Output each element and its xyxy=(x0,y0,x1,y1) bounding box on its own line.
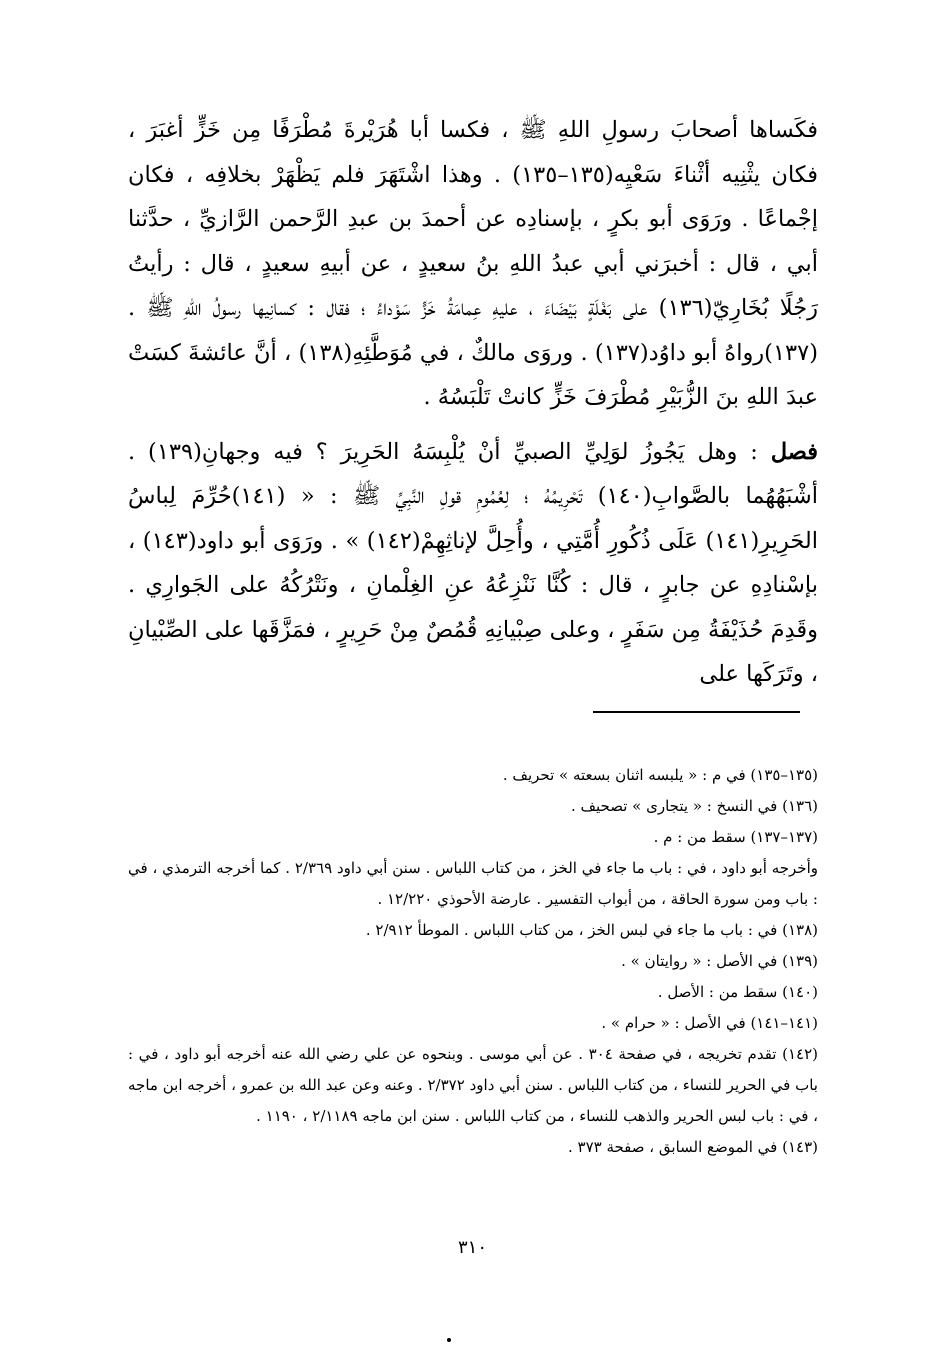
footnote-137: (١٣٧–١٣٧) سقط من : م . xyxy=(653,828,818,846)
footnote-135: (١٣٥–١٣٥) في م : « يلبسه اثنان بسعته » تحريف . xyxy=(502,766,818,784)
footnote-139: (١٣٩) في الأصل : « روايتان » . xyxy=(621,952,818,970)
main-paragraph-2-text: : وهل يَجُوزُ لوَلِيِّ الصبيِّ أنْ يُلْبِسَهُ الحَرِيرَ ؟ فيه وجهانِ(١٣٩) . أشْبَهُهُما بالصَّوابِ(١٤٠) تَحْرِيمُهُ ؛ لِعُمُومِ قولِ النَّبِيِّ ﷺ : « (١٤١)حُرِّمَ لِباسُ الحَرِيرِ(١٤١) عَلَى ذُكُورِ أُمَّتِي ، وأُحِلَّ لإناثِهِمْ(١٤٢) » . ورَوَى أبو داود(١٤٣) ، بإسْنادِهِ عن جابرٍ ، قال : كُنَّا نَنْزِعُهُ عنِ الغِلْمانِ ، ونَتْرُكُهُ على الجَوارِي . وقَدِمَ حُذَيْفَةُ مِن سَفَرٍ ، وعلى صِبْيانِهِ قُمُصٌ مِنْ حَرِيرٍ ، فمَزَّقَها على الصِّبْيانِ ، وتَرَكَها على xyxy=(128,438,818,687)
main-text-block xyxy=(128,108,818,697)
footnotes-block xyxy=(128,760,818,1163)
footnote-141: (١٤١–١٤١) في الأصل : « حرام » . xyxy=(601,1014,818,1032)
section-heading-fasl: فصل xyxy=(770,438,818,465)
footnote-140: (١٤٠) سقط من : الأصل . xyxy=(657,983,818,1001)
page-number: ٣١٠ xyxy=(457,1237,487,1258)
main-paragraph-1: فكَساها أصحابَ رسولِ اللهِ ﷺ ، فكسا أبا هُرَيْرةَ مُطْرَفًا مِن خَزٍّ أغبَرَ ، فكان يثْنِيه أثْناءَ سَعْيِه‏(١٣٥–١٣٥) . وهذا اشْتَهَرَ فلم يَظْهَرْ بخلافِه ، فكان إجْماعًا . ورَوَى أبو بكرٍ ، بإسنادِه عن أحمدَ بن عبدِ الرَّحمن الرَّازيِّ ، حدَّثنا أبي ، قال : أخبرَني أبي عبدُ اللهِ بنُ سعيدٍ ، عن أبيهِ سعيدٍ ، قال : رأيتُ رَجُلًا بُخَارِيّ‏(١٣٦) على بَغْلَةٍ بَيْضَاءَ ، عليهِ عِمامَةُ خَزٍّ سَوْداءُ ؛ فقال : كسانِيها رسولُ اللهِ ﷺ . (١٣٧)رواهُ أبو داوُد(١٣٧) . وروَى مالكٌ ، في مُوَطَّئِهِ(١٣٨) ، أنَّ عائشةَ كسَتْ عبدَ اللهِ بنَ الزُّبَيْرِ مُطْرَفَ خَزٍّ كانتْ تَلْبَسُهُ . xyxy=(128,117,819,410)
footnote-142: (١٤٢) تقدم تخريجه ، في صفحة ٣٠٤ . عن أبي موسى . وبنحوه عن علي رضي الله عنه أخرجه أبو داود ، في : باب في الحرير للنساء ، من كتاب اللباس . سنن أبي داود ٢/٣٧٢ . وعنه وعن عبد الله بن عمرو ، أخرجه ابن ماجه ، في : باب لبس الحرير والذهب للنساء ، من كتاب اللباس . سنن ابن ماجه ٢/١١٨٩ ، ١١٩٠ . xyxy=(128,1045,818,1125)
footnote-138: (١٣٨) في : باب ما جاء في لبس الخز ، من كتاب اللباس . الموطأ ٢/٩١٢ . xyxy=(365,921,818,939)
footnote-136: (١٣٦) في النسخ : « يتجارى » تصحيف . xyxy=(570,797,818,815)
footnote-143: (١٤٣) في الموضع السابق ، صفحة ٣٧٣ . xyxy=(567,1138,818,1156)
footnote-137-continuation: وأخرجه أبو داود ، في : باب ما جاء في الخز ، من كتاب اللباس . سنن أبي داود ٢/٣٦٩ . كما أخرجه الترمذي ، في : باب ومن سورة الحاقة ، من أبواب التفسير . عارضة الأحوذي ١٢/٢٢٠ . xyxy=(128,859,818,908)
footnote-separator-line xyxy=(593,711,800,713)
main-paragraph-2 xyxy=(128,430,818,697)
bottom-dot-mark xyxy=(447,1338,451,1342)
